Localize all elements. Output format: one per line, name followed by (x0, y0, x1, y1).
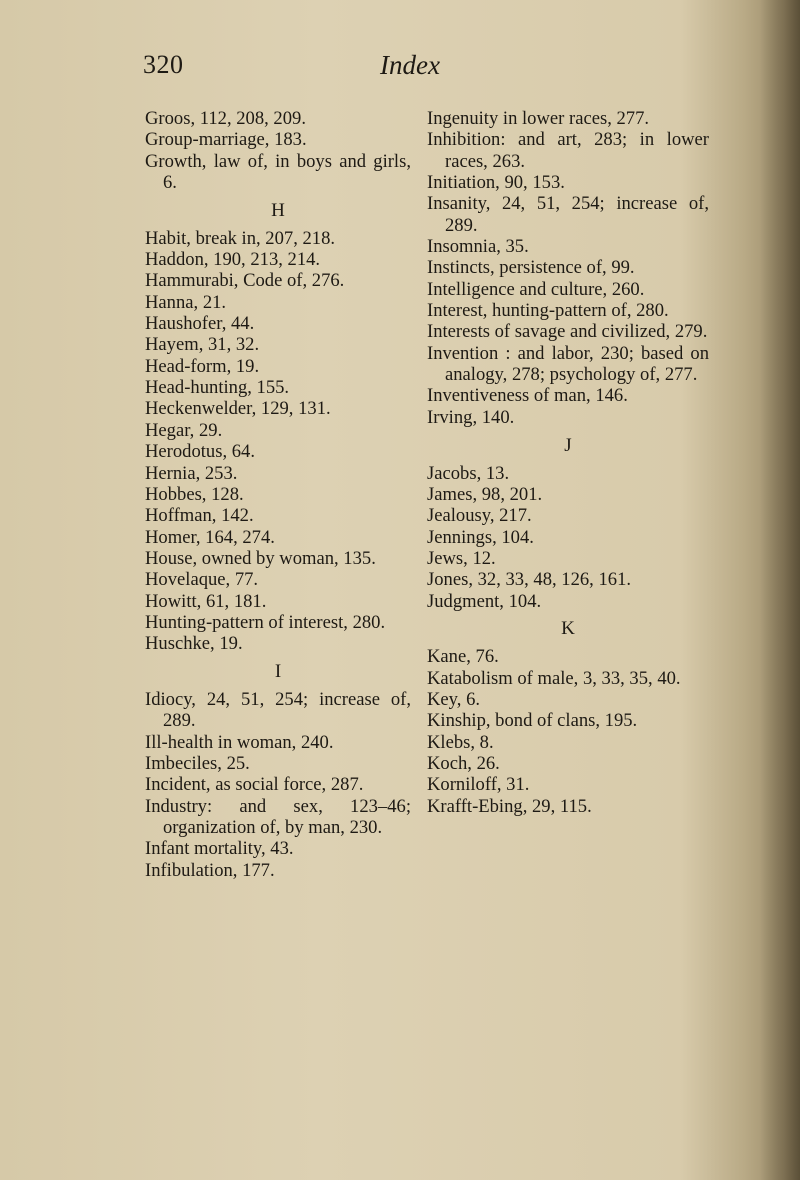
index-entry: Initiation, 90, 153. (427, 172, 565, 194)
index-entry: Katabolism of male, 3, 33, 35, 40. (427, 667, 681, 689)
index-entry: Jews, 12. (427, 547, 496, 569)
index-entry: Idiocy, 24, 51, 254; increase of, 289. (145, 688, 411, 732)
index-entry: Judgment, 104. (427, 590, 542, 612)
index-entry: Jones, 32, 33, 48, 126, 161. (427, 569, 632, 591)
index-entry: Ill-health in woman, 240. (145, 731, 334, 753)
index-entry: Insomnia, 35. (427, 236, 529, 258)
section-letter: H (271, 199, 285, 221)
index-column-right (427, 108, 709, 817)
index-entry: Invention : and labor, 230; based on analogy, 278; psychology of, 277. (427, 342, 709, 386)
index-entry: Korniloff, 31. (427, 774, 530, 796)
index-entry: Hovelaque, 77. (145, 569, 259, 591)
index-entry: Head-hunting, 155. (145, 377, 290, 399)
index-entry: Imbeciles, 25. (145, 752, 250, 774)
index-entry: Hegar, 29. (145, 419, 223, 441)
index-entry: Interests of savage and civilized, 279. (427, 321, 708, 343)
index-entry: Hanna, 21. (145, 291, 227, 313)
index-entry: Kinship, bond of clans, 195. (427, 710, 638, 732)
index-entry: House, owned by woman, 135. (145, 547, 376, 569)
index-entry: Howitt, 61, 181. (145, 590, 267, 612)
page-header (0, 50, 800, 86)
index-entry: Jacobs, 13. (427, 462, 510, 484)
index-entry: Growth, law of, in boys and girls, 6. (145, 150, 411, 194)
index-entry: Hammurabi, Code of, 276. (145, 270, 345, 292)
index-entry: James, 98, 201. (427, 483, 543, 505)
index-entry: Kane, 76. (427, 646, 499, 668)
index-entry: Hobbes, 128. (145, 483, 244, 505)
index-entry: Homer, 164, 274. (145, 526, 275, 548)
index-entry: Hayem, 31, 32. (145, 334, 260, 356)
index-entry: Hernia, 253. (145, 462, 238, 484)
index-entry: Huschke, 19. (145, 633, 243, 655)
index-entry: Haddon, 190, 213, 214. (145, 249, 321, 271)
index-entry: Key, 6. (427, 688, 481, 710)
index-entry: Habit, break in, 207, 218. (145, 227, 336, 249)
index-entry: Head-form, 19. (145, 355, 260, 377)
index-entry: Krafft-Ebing, 29, 115. (427, 795, 592, 817)
index-entry: Haushofer, 44. (145, 313, 255, 335)
index-entry: Insanity, 24, 51, 254; increase of, 289. (427, 193, 709, 236)
index-entry: Inhibition: and art, 283; in lower races, 263. (427, 129, 709, 172)
index-entry: Incident, as social force, 287. (145, 774, 364, 796)
index-entry: Koch, 26. (427, 752, 500, 774)
index-entry: Group-marriage, 183. (145, 129, 307, 151)
index-entry: Jealousy, 217. (427, 505, 532, 527)
index-entry: Herodotus, 64. (145, 441, 256, 463)
index-entry: Infibulation, 177. (145, 859, 275, 881)
section-letter: I (274, 661, 282, 683)
index-entry: Jennings, 104. (427, 526, 534, 548)
page-edge-shadow (760, 0, 800, 1180)
index-entry: Heckenwelder, 129, 131. (145, 398, 331, 420)
section-letter: K (561, 618, 575, 640)
index-entry: Groos, 112, 208, 209. (145, 108, 306, 129)
running-title: Index (380, 50, 440, 80)
index-column-left (145, 108, 411, 881)
index-entry: Instincts, persistence of, 99. (427, 257, 635, 279)
index-entry: Intelligence and culture, 260. (427, 278, 645, 300)
index-entry: Irving, 140. (427, 406, 515, 428)
section-letter: J (564, 434, 572, 456)
index-entry: Klebs, 8. (427, 731, 494, 753)
index-entry: Ingenuity in lower races, 277. (427, 108, 650, 129)
index-entry: Hunting-pattern of interest, 280. (145, 611, 386, 633)
index-entry: Industry: and sex, 123–46; organization of, by man, 230. (145, 795, 411, 838)
index-entry: Inventiveness of man, 146. (427, 385, 628, 407)
index-entry: Interest, hunting-pattern of, 280. (427, 300, 669, 322)
index-entry: Infant mortality, 43. (145, 838, 294, 860)
page-number: 320 (143, 50, 184, 79)
index-entry: Hoffman, 142. (145, 505, 254, 527)
